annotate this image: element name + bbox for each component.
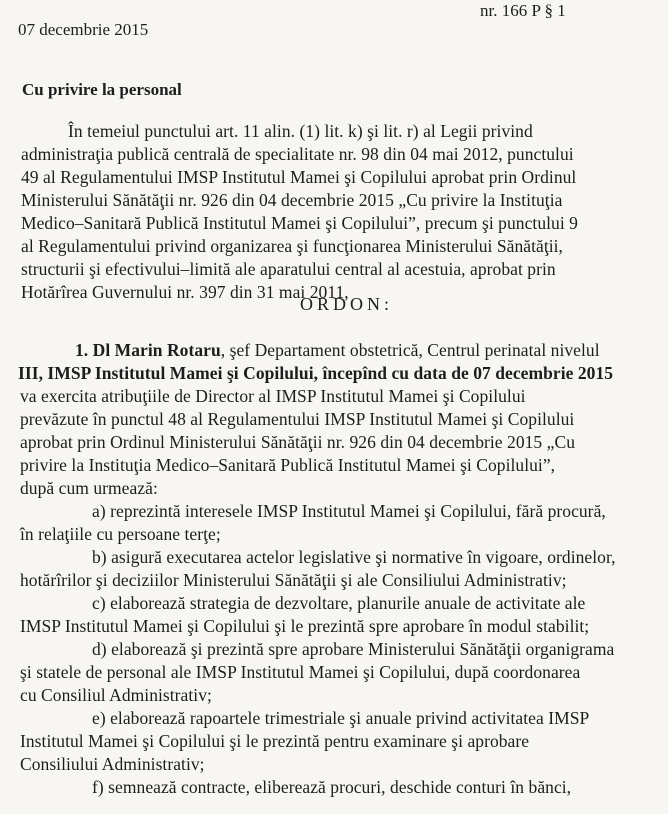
preamble-line: Medico–Sanitară Publică Institutul Mamei şi Copilului”, precum şi punctului 9 — [21, 213, 578, 233]
sub-item-e-cont: Institutul Mamei şi Copilului şi le prezintă pentru examinare şi aprobare — [20, 731, 530, 751]
item1-position: , şef Departament obstetrică, Centrul perinatal nivelul — [220, 340, 600, 360]
item1-line: privire la Instituţia Medico–Sanitară Publică Institutul Mamei şi Copilului”, — [20, 455, 556, 475]
preamble-line: Ministerului Sănătăţii nr. 926 din 04 decembrie 2015 „Cu privire la Instituţia — [21, 190, 563, 210]
item1-line: după cum urmează: — [20, 478, 158, 498]
sub-item-b-cont: hotărîrilor şi deciziilor Ministerului Sănătăţii şi ale Consiliului Administrativ; — [20, 570, 567, 590]
item1-line: prevăzute în punctul 48 al Regulamentului IMSP Institutul Mamei şi Copilului — [20, 409, 575, 429]
sub-item-d-cont: şi statele de personal ale IMSP Institutul Mamei şi Copilului, după coordonarea — [20, 662, 581, 682]
item1-institution: III, IMSP Institutul Mamei şi Copilului, începînd cu data de 07 decembrie 2015 — [18, 363, 614, 383]
order-number: nr. 166 P § 1 — [480, 1, 566, 20]
item1-name: 1. Dl Marin Rotaru — [75, 340, 221, 360]
ordon-heading: ORDON: — [300, 294, 394, 314]
sub-item-d-cont: cu Consiliul Administrativ; — [20, 685, 212, 705]
sub-item-a: a) reprezintă interesele IMSP Institutul Mamei şi Copilului, fără procură, — [92, 501, 606, 521]
sub-item-e: e) elaborează rapoartele trimestriale şi anuale privind activitatea IMSP — [92, 708, 590, 728]
sub-item-b: b) asigură executarea actelor legislative şi normative în vigoare, ordinelor, — [92, 547, 616, 567]
preamble-line: În temeiul punctului art. 11 alin. (1) lit. k) şi lit. r) al Legii privind — [68, 121, 533, 141]
order-subject: Cu privire la personal — [22, 80, 182, 99]
item1-line — [75, 339, 600, 361]
item1-line: va exercita atribuţiile de Director al IMSP Institutul Mamei şi Copilului — [20, 386, 526, 406]
order-date: 07 decembrie 2015 — [18, 20, 149, 39]
sub-item-c: c) elaborează strategia de dezvoltare, planurile anuale de activitate ale — [92, 593, 586, 613]
preamble-line: Hotărîrea Guvernului nr. 397 din 31 mai 2011, — [21, 282, 349, 302]
item1-line: aprobat prin Ordinul Ministerului Sănătăţii nr. 926 din 04 decembrie 2015 „Cu — [20, 432, 575, 452]
sub-item-f: f) semnează contracte, eliberează procuri, deschide conturi în bănci, — [92, 777, 572, 797]
preamble-line: administraţia publică centrală de specialitate nr. 98 din 04 mai 2012, punctului — [21, 144, 574, 164]
sub-item-d: d) elaborează şi prezintă spre aprobare Ministerului Sănătăţii organigrama — [92, 639, 615, 659]
sub-item-c-cont: IMSP Institutul Mamei şi Copilului şi le prezintă spre aprobare în modul stabilit; — [20, 616, 590, 636]
sub-item-e-cont: Consiliului Administrativ; — [20, 754, 205, 774]
preamble-line: 49 al Regulamentului IMSP Institutul Mamei şi Copilului aprobat prin Ordinul — [21, 167, 577, 187]
sub-item-a-cont: în relaţiile cu persoane terţe; — [20, 524, 221, 544]
preamble-line: structurii şi efectivului–limită ale aparatului central al acestuia, aprobat prin — [21, 259, 556, 279]
preamble-line: al Regulamentului privind organizarea şi funcţionarea Ministerului Sănătăţii, — [21, 236, 563, 256]
